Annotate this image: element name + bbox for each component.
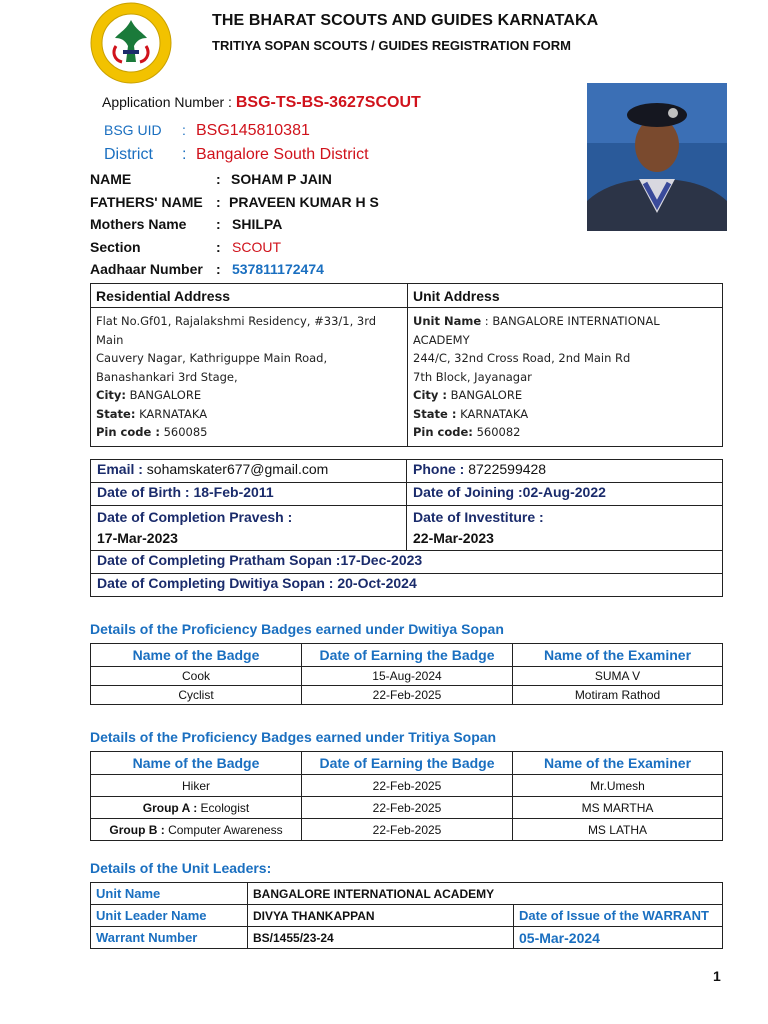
unit-leader-label: Unit Leader Name (91, 905, 248, 927)
residential-pin-label: Pin code : (96, 425, 160, 439)
badge-date: 22-Feb-2025 (302, 819, 513, 841)
badge-date-header: Date of Earning the Badge (302, 752, 513, 775)
unit-address-cell (408, 308, 723, 447)
unit-pin-label: Pin code: (413, 425, 473, 439)
badge-date: 15-Aug-2024 (302, 667, 513, 686)
district-row (104, 146, 369, 164)
date-of-birth: Date of Birth : 18-Feb-2011 (91, 483, 407, 506)
father-name-label: FATHERS' NAME (90, 193, 203, 210)
application-number-label: Application Number : (102, 94, 236, 110)
badge-name-header: Name of the Badge (91, 752, 302, 775)
residential-line: Flat No.Gf01, Rajalakshmi Residency, #33/1, 3rd (96, 314, 377, 328)
unit-pin-value: 560082 (476, 425, 521, 439)
email-value: sohamskater677@gmail.com (146, 461, 329, 477)
badge-date: 22-Feb-2025 (302, 775, 513, 797)
name-row (90, 171, 379, 194)
dwitiya-badges-table (90, 643, 723, 705)
pravesh-label: Date of Completion Pravesh : (97, 509, 293, 525)
residential-address-header: Residential Address (91, 284, 408, 308)
section-sep: : (216, 238, 221, 255)
unit-leaders-heading: Details of the Unit Leaders: (90, 860, 272, 876)
tritiya-badges-table (90, 751, 723, 841)
badge-name-value: Computer Awareness (164, 822, 283, 837)
badge-examiner: Motiram Rathod (513, 686, 723, 705)
applicant-photo (587, 83, 727, 231)
unit-name-sep: : (481, 314, 493, 328)
aadhaar-label: Aadhaar Number (90, 261, 203, 277)
badge-name-value: Ecologist (197, 800, 250, 815)
section-label: Section (90, 238, 141, 255)
residential-line: Cauvery Nagar, Kathriguppe Main Road, (96, 351, 328, 365)
phone-label: Phone : (413, 461, 465, 477)
unit-name-line (413, 312, 717, 331)
unit-city (413, 386, 717, 405)
warrant-date-value: 05-Mar-2024 (514, 927, 723, 949)
residential-state (96, 405, 402, 424)
badge-examiner: MS MARTHA (513, 797, 723, 819)
district-label: District (104, 146, 153, 163)
unit-state (413, 405, 717, 424)
table-row (91, 667, 723, 686)
residential-line: Banashankari 3rd Stage, (96, 369, 238, 384)
badge-date: 22-Feb-2025 (302, 797, 513, 819)
badge-name (91, 797, 302, 819)
badge-name (91, 819, 302, 841)
badge-examiner: SUMA V (513, 667, 723, 686)
unit-state-label: State : (413, 406, 457, 421)
table-row (91, 775, 723, 797)
name-sep: : (216, 171, 221, 187)
scouts-emblem-logo (90, 2, 172, 84)
warrant-number-value: BS/1455/23-24 (248, 927, 514, 949)
badge-date: 22-Feb-2025 (302, 686, 513, 705)
unit-city-label: City : (413, 388, 447, 402)
contact-dates-table (90, 459, 723, 597)
email-label: Email : (97, 461, 143, 477)
residential-state-value: KARNATAKA (139, 406, 208, 421)
bsg-uid-sep: : (182, 122, 186, 138)
address-table (90, 283, 723, 447)
unit-state-value: KARNATAKA (460, 406, 529, 421)
bsg-uid-value: BSG145810381 (196, 122, 310, 139)
unit-address-line: 244/C, 32nd Cross Road, 2nd Main Rd (413, 351, 631, 365)
phone-cell (407, 460, 723, 483)
email-cell (91, 460, 407, 483)
phone-value: 8722599428 (468, 461, 547, 477)
residential-pin-value: 560085 (163, 425, 208, 439)
organization-title: THE BHARAT SCOUTS AND GUIDES KARNATAKA (212, 12, 599, 29)
investiture-cell (407, 506, 723, 551)
residential-pin (96, 423, 402, 442)
residential-address-cell (91, 308, 408, 447)
investiture-label: Date of Investiture : (413, 509, 544, 525)
investiture-date: 22-Mar-2023 (413, 530, 494, 546)
section-value: SCOUT (232, 238, 281, 255)
section-row (90, 239, 379, 262)
father-name-value: PRAVEEN KUMAR H S (229, 193, 379, 210)
badge-name: Cyclist (91, 686, 302, 705)
pravesh-date: 17-Mar-2023 (97, 530, 178, 546)
application-number-row (102, 94, 421, 112)
badge-name: Cook (91, 667, 302, 686)
mother-name-label: Mothers Name (90, 216, 187, 232)
name-value: SOHAM P JAIN (231, 171, 332, 187)
mother-name-value: SHILPA (232, 216, 283, 232)
dwitiya-badges-heading: Details of the Proficiency Badges earned under Dwitiya Sopan (90, 621, 504, 637)
table-row (91, 819, 723, 841)
badge-name (91, 775, 302, 797)
badge-name-header: Name of the Badge (91, 644, 302, 667)
badge-examiner: MS LATHA (513, 819, 723, 841)
tritiya-badges-heading: Details of the Proficiency Badges earned under Tritiya Sopan (90, 729, 497, 745)
table-row (91, 797, 723, 819)
mother-name-row (90, 216, 379, 239)
residential-city-value: BANGALORE (129, 388, 202, 402)
application-number-value: BSG-TS-BS-3627SCOUT (235, 94, 421, 111)
dwitiya-sopan-date: Date of Completing Dwitiya Sopan : 20-Oct-2024 (91, 574, 723, 597)
unit-name-value: BANGALORE INTERNATIONAL ACADEMY (248, 883, 723, 905)
warrant-date-label: Date of Issue of the WARRANT (514, 905, 723, 927)
bsg-uid-label: BSG UID (104, 122, 162, 138)
badge-examiner-header: Name of the Examiner (513, 752, 723, 775)
father-name-sep: : (216, 193, 221, 210)
pravesh-cell (91, 506, 407, 551)
aadhaar-row (90, 261, 379, 284)
form-title: TRITIYA SOPAN SCOUTS / GUIDES REGISTRATION FORM (212, 38, 571, 53)
badge-name-value: Hiker (181, 778, 210, 793)
aadhaar-sep: : (216, 261, 221, 277)
district-sep: : (182, 146, 187, 163)
unit-name-label: Unit Name (91, 883, 248, 905)
badge-examiner: Mr.Umesh (513, 775, 723, 797)
unit-pin (413, 423, 717, 442)
unit-address-header: Unit Address (408, 284, 723, 308)
unit-address-line: 7th Block, Jayanagar (413, 369, 532, 384)
unit-city-value: BANGALORE (450, 388, 523, 402)
residential-city (96, 386, 402, 405)
badge-group-prefix: Group A : (142, 800, 198, 815)
page-number: 1 (713, 968, 721, 984)
unit-address-line: ACADEMY (413, 332, 470, 347)
bsg-uid-row (104, 122, 310, 140)
unit-name-value: BANGALORE INTERNATIONAL (492, 314, 660, 328)
residential-state-label: State: (96, 406, 136, 421)
mother-name-sep: : (216, 216, 221, 232)
date-of-joining: Date of Joining :02-Aug-2022 (407, 483, 723, 506)
father-name-row (90, 194, 379, 217)
district-value: Bangalore South District (196, 146, 369, 163)
unit-leaders-table (90, 882, 723, 949)
warrant-number-label: Warrant Number (91, 927, 248, 949)
unit-leader-value: DIVYA THANKAPPAN (248, 905, 514, 927)
badge-group-prefix: Group B : (109, 822, 165, 837)
aadhaar-value: 537811172474 (232, 261, 324, 277)
name-label: NAME (90, 171, 132, 187)
residential-city-label: City: (96, 388, 126, 402)
unit-name-label: Unit Name (413, 314, 482, 328)
table-row (91, 686, 723, 705)
badge-examiner-header: Name of the Examiner (513, 644, 723, 667)
residential-line: Main (96, 332, 124, 347)
badge-date-header: Date of Earning the Badge (302, 644, 513, 667)
personal-details (90, 171, 379, 284)
pratham-sopan-date: Date of Completing Pratham Sopan :17-Dec-2023 (91, 551, 723, 574)
